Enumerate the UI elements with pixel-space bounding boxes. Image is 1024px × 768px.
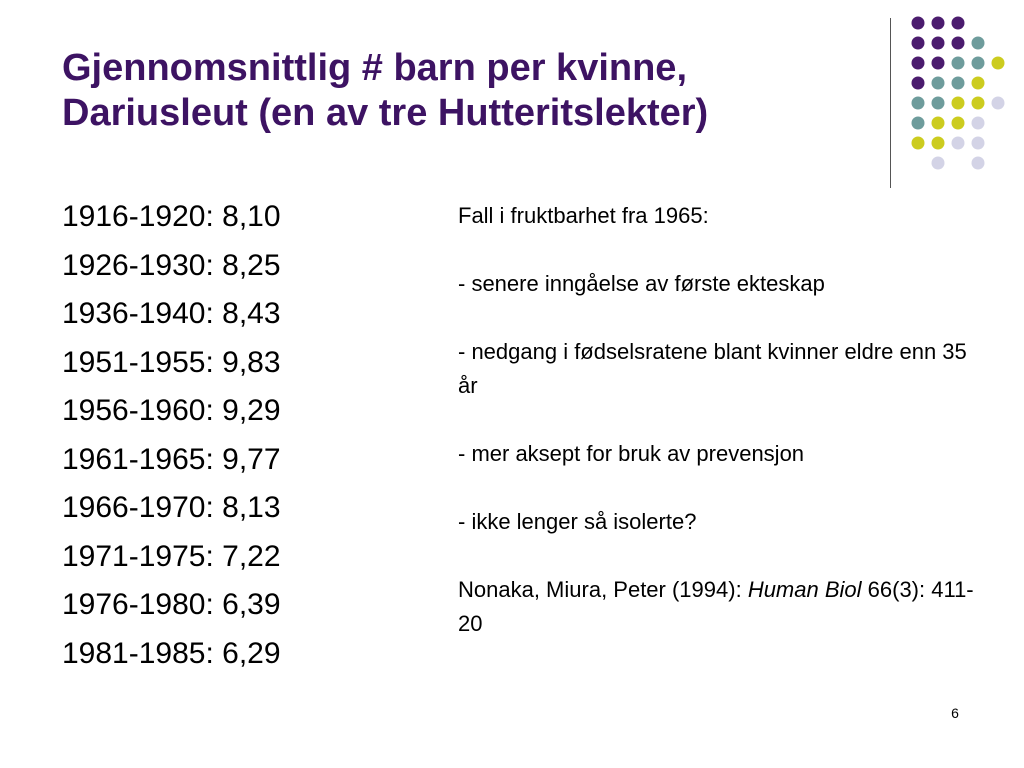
decorative-dot — [912, 117, 925, 130]
decorative-dot — [972, 97, 985, 110]
notes-heading: Fall i fruktbarhet fra 1965: — [458, 203, 709, 228]
list-item: 1966-1970: 8,13 — [62, 491, 281, 524]
slide-title — [62, 46, 862, 136]
notes-bullet: - senere inngåelse av første ekteskap — [458, 271, 825, 296]
decorative-dot — [972, 137, 985, 150]
decorative-dot — [932, 57, 945, 70]
decorative-dot — [912, 137, 925, 150]
decorative-dot — [952, 117, 965, 130]
decorative-dot — [932, 37, 945, 50]
decorative-dot — [972, 117, 985, 130]
list-item: 1976-1980: 6,39 — [62, 588, 281, 621]
list-item: 1951-1955: 9,83 — [62, 345, 281, 379]
citation-authors: Nonaka, Miura, Peter (1994): — [458, 577, 748, 602]
decorative-dot — [932, 17, 945, 30]
decorative-dot — [952, 137, 965, 150]
decorative-dot — [952, 37, 965, 50]
list-item: 1926-1930: 8,25 — [62, 248, 281, 282]
decorative-dot — [912, 37, 925, 50]
notes-bullet: - ikke lenger så isolerte? — [458, 509, 697, 534]
decorative-dot — [932, 137, 945, 150]
decorative-dot — [992, 97, 1005, 110]
decorative-dot — [952, 17, 965, 30]
decorative-dot — [932, 117, 945, 130]
decorative-dot — [912, 97, 925, 110]
list-item: 1961-1965: 9,77 — [62, 442, 281, 476]
list-item: 1971-1975: 7,22 — [62, 539, 281, 573]
list-item: 1936-1940: 8,43 — [62, 297, 281, 330]
decorative-dot — [972, 157, 985, 170]
citation-volume: 66(3): 411-20 — [458, 577, 974, 636]
decorative-dot — [952, 57, 965, 70]
fertility-list — [62, 193, 281, 678]
decorative-dot — [972, 77, 985, 90]
title-line-2: Dariusleut (en av tre Hutteritslekter) — [62, 92, 709, 134]
citation-journal: Human Biol — [747, 577, 862, 602]
decorative-dot — [992, 57, 1005, 70]
decorative-dot — [952, 77, 965, 90]
page-number: 6 — [951, 705, 959, 721]
citation — [458, 573, 978, 641]
decorative-dot — [932, 157, 945, 170]
notes-textbox — [458, 199, 978, 641]
decorative-dot — [932, 77, 945, 90]
list-item: 1981-1985: 6,29 — [62, 636, 281, 670]
list-item: 1916-1920: 8,10 — [62, 200, 281, 233]
decorative-dot — [932, 97, 945, 110]
decorative-dot — [912, 57, 925, 70]
decorative-dot — [972, 37, 985, 50]
notes-bullet: - mer aksept for bruk av prevensjon — [458, 441, 805, 466]
decorative-dot — [912, 17, 925, 30]
decorative-dot — [972, 57, 985, 70]
notes-bullet: - nedgang i fødselsratene blant kvinner eldre enn 35 år — [458, 339, 967, 398]
vertical-divider — [890, 18, 891, 188]
decorative-dot — [912, 77, 925, 90]
title-line-1: Gjennomsnittlig # barn per kvinne, — [62, 47, 687, 89]
list-item: 1956-1960: 9,29 — [62, 394, 281, 427]
decorative-dot — [952, 97, 965, 110]
